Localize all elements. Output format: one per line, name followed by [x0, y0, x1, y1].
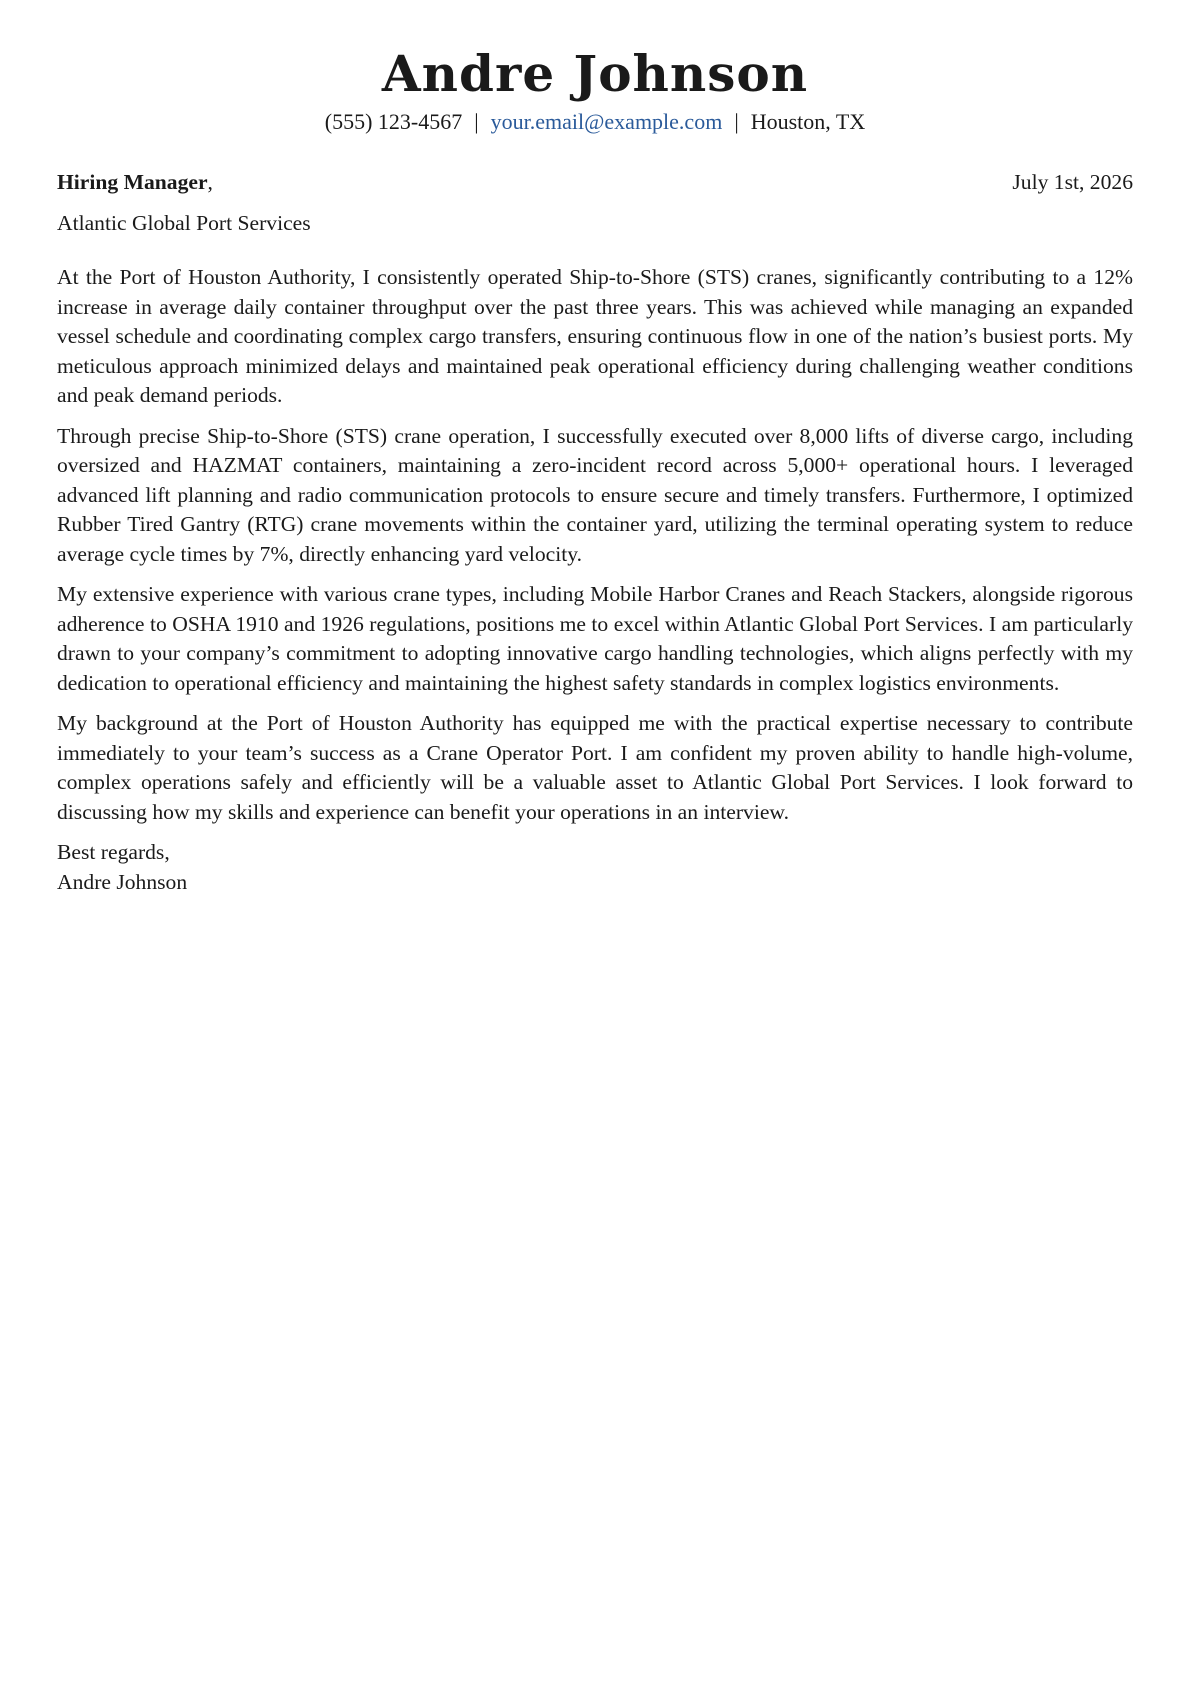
applicant-name: Andre Johnson: [381, 44, 809, 103]
recipient-greeting: [57, 168, 213, 198]
recipient-name: Hiring Manager: [57, 170, 208, 194]
letter-header: [57, 0, 1133, 136]
contact-line: [57, 108, 1133, 136]
body-paragraph: My background at the Port of Houston Authority has equipped me with the practical expertise necessary to contribute immediately to your team’s success as a Crane Operator Port. I am confident my proven ability to handle high-volume, complex operations safely and efficiently will be a valuable asset to Atlantic Global Port Services. I look forward to discussing how my skills and experience can benefit your operations in an interview.: [57, 711, 1133, 824]
letter-date: July 1st, 2026: [1012, 170, 1133, 194]
phone-number: (555) 123-4567: [324, 109, 463, 134]
recipient-company: Atlantic Global Port Services: [57, 210, 311, 235]
body-paragraph: My extensive experience with various crane types, including Mobile Harbor Cranes and Reach Stackers, alongside rigorous adherence to OSHA 1910 and 1926 regulations, positions me to excel within Atlantic Global Port Services. I am particularly drawn to your company’s commitment to adopting innovative cargo handling technologies, which aligns perfectly with my dedication to operational efficiency and maintaining the highest safety standards in complex logistics environments.: [57, 582, 1133, 695]
location: Houston, TX: [750, 109, 866, 134]
signature-name: Andre Johnson: [57, 869, 188, 894]
letter-closing: [57, 838, 1133, 897]
recipient-row: [57, 168, 1133, 198]
cover-letter-page: [57, 0, 1133, 897]
body-paragraph: At the Port of Houston Authority, I consistently operated Ship-to-Shore (STS) cranes, significantly contributing to a 12% increase in average daily container throughput over the past three years. This was achieved while managing an expanded vessel schedule and coordinating complex cargo transfers, ensuring continuous flow in one of the nation’s busiest ports. My meticulous approach minimized delays and maintained peak operational efficiency during challenging weather conditions and peak demand periods.: [57, 265, 1133, 407]
separator: |: [734, 109, 739, 134]
letter-body: [57, 263, 1133, 827]
closing-salutation: Best regards,: [57, 840, 170, 864]
email-link[interactable]: your.email@example.com: [490, 109, 723, 134]
body-paragraph: Through precise Ship-to-Shore (STS) crane operation, I successfully executed over 8,000 lifts of diverse cargo, including oversized and HAZMAT containers, maintaining a zero-incident record across 5,000+ operational hours. I leveraged advanced lift planning and radio communication protocols to ensure secure and timely transfers. Furthermore, I optimized Rubber Tired Gantry (RTG) crane movements within the container yard, utilizing the terminal operating system to reduce average cycle times by 7%, directly enhancing yard velocity.: [57, 423, 1133, 566]
recipient-name-suffix: ,: [207, 170, 213, 194]
separator: |: [474, 109, 479, 134]
